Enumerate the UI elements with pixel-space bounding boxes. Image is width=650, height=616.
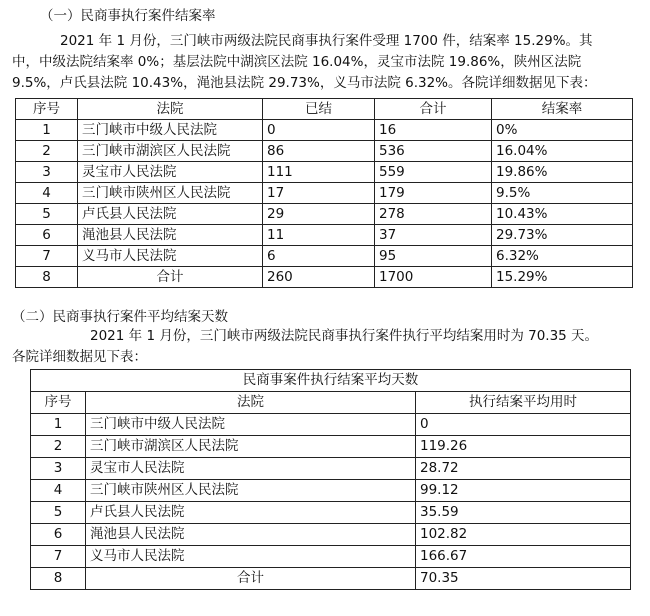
section1-table-row bbox=[16, 225, 633, 246]
section1-heading: （一）民商事执行案件结案率 bbox=[40, 8, 216, 24]
section1-para-line2: 中，中级法院结案率 0%；基层法院中湖滨区法院 16.04%，灵宝市法院 19.86%，陕州区法院 bbox=[12, 54, 582, 70]
section2-table-cell: 4 bbox=[31, 480, 86, 502]
section2-table-cell: 102.82 bbox=[416, 524, 631, 546]
section1-table-cell: 19.86% bbox=[492, 162, 633, 183]
section1-table-header-cell: 法院 bbox=[78, 99, 263, 120]
section2-table-cell: 0 bbox=[416, 414, 631, 436]
section1-table-row bbox=[16, 267, 633, 288]
section1-table-cell: 4 bbox=[16, 183, 78, 204]
section1-table-cell: 6 bbox=[263, 246, 375, 267]
section1-table-cell: 278 bbox=[375, 204, 492, 225]
section2-table-row bbox=[31, 524, 631, 546]
section2-table-cell: 119.26 bbox=[416, 436, 631, 458]
section1-table-cell: 11 bbox=[263, 225, 375, 246]
section1-table-header-cell: 序号 bbox=[16, 99, 78, 120]
section2-table-row bbox=[31, 436, 631, 458]
section2-table-cell: 卢氏县人民法院 bbox=[86, 502, 416, 524]
section1-table-row bbox=[16, 120, 633, 141]
section1-table-row bbox=[16, 246, 633, 267]
section1-table-cell: 8 bbox=[16, 267, 78, 288]
section1-table-cell: 灵宝市人民法院 bbox=[78, 162, 263, 183]
section2-table-cell: 渑池县人民法院 bbox=[86, 524, 416, 546]
section1-table-cell: 0 bbox=[263, 120, 375, 141]
section2-table-cell: 三门峡市陕州区人民法院 bbox=[86, 480, 416, 502]
section1-table-header-cell: 已结 bbox=[263, 99, 375, 120]
section1-table-cell: 536 bbox=[375, 141, 492, 162]
section1-para-line3: 9.5%，卢氏县法院 10.43%，渑池县法院 29.73%，义马市法院 6.32%。各院详细数据见下表： bbox=[12, 75, 597, 91]
section2-table-cell: 35.59 bbox=[416, 502, 631, 524]
section1-table-cell: 29 bbox=[263, 204, 375, 225]
section2-table-cell: 3 bbox=[31, 458, 86, 480]
section2-table-header-cell: 执行结案平均用时 bbox=[416, 392, 631, 414]
section2-table-row bbox=[31, 480, 631, 502]
section1-table-cell: 7 bbox=[16, 246, 78, 267]
section1-table-cell: 16 bbox=[375, 120, 492, 141]
section2-table-caption: 民商事案件执行结案平均天数 bbox=[31, 370, 631, 392]
section1-table-cell: 9.5% bbox=[492, 183, 633, 204]
section1-table-cell: 3 bbox=[16, 162, 78, 183]
section2-table-header-cell: 法院 bbox=[86, 392, 416, 414]
section2-table-cell: 灵宝市人民法院 bbox=[86, 458, 416, 480]
section1-table-cell: 6.32% bbox=[492, 246, 633, 267]
section2-table-row bbox=[31, 414, 631, 436]
section1-table-cell: 86 bbox=[263, 141, 375, 162]
section1-table-row bbox=[16, 141, 633, 162]
section1-table-cell: 559 bbox=[375, 162, 492, 183]
section2-table-cell: 2 bbox=[31, 436, 86, 458]
section1-para-line1: 2021 年 1 月份，三门峡市两级法院民商事执行案件受理 1700 件，结案率 15.29%。其 bbox=[60, 33, 593, 49]
section2-table-header-row bbox=[31, 392, 631, 414]
section1-table-cell: 37 bbox=[375, 225, 492, 246]
section1-table-cell: 合计 bbox=[78, 267, 263, 288]
section1-table-cell: 16.04% bbox=[492, 141, 633, 162]
section2-table-cell: 166.67 bbox=[416, 546, 631, 568]
section2-table-row bbox=[31, 568, 631, 590]
section1-table-cell: 渑池县人民法院 bbox=[78, 225, 263, 246]
section1-table-cell: 10.43% bbox=[492, 204, 633, 225]
section2-table-row bbox=[31, 502, 631, 524]
section2-table-header-cell: 序号 bbox=[31, 392, 86, 414]
section2-table-cell: 28.72 bbox=[416, 458, 631, 480]
section1-table-cell: 1 bbox=[16, 120, 78, 141]
section1-table-row bbox=[16, 204, 633, 225]
section2-table-cell: 三门峡市湖滨区人民法院 bbox=[86, 436, 416, 458]
section2-table-cell: 三门峡市中级人民法院 bbox=[86, 414, 416, 436]
section2-table-cell: 6 bbox=[31, 524, 86, 546]
section2-table-cell: 8 bbox=[31, 568, 86, 590]
section1-table-cell: 三门峡市湖滨区人民法院 bbox=[78, 141, 263, 162]
section1-table-cell: 0% bbox=[492, 120, 633, 141]
section2-table-caption-row bbox=[31, 370, 631, 392]
section2-heading: （二）民商事执行案件平均结案天数 bbox=[12, 309, 228, 325]
section1-table-cell: 260 bbox=[263, 267, 375, 288]
section1-table-cell: 6 bbox=[16, 225, 78, 246]
section1-table-cell: 1700 bbox=[375, 267, 492, 288]
section1-table-cell: 三门峡市陕州区人民法院 bbox=[78, 183, 263, 204]
section1-table-cell: 15.29% bbox=[492, 267, 633, 288]
section2-table-cell: 5 bbox=[31, 502, 86, 524]
section1-table-cell: 卢氏县人民法院 bbox=[78, 204, 263, 225]
section1-table-cell: 三门峡市中级人民法院 bbox=[78, 120, 263, 141]
section2-table-row bbox=[31, 458, 631, 480]
section2-table-cell: 70.35 bbox=[416, 568, 631, 590]
section1-table-cell: 179 bbox=[375, 183, 492, 204]
section1-table-cell: 5 bbox=[16, 204, 78, 225]
completion-rate-table bbox=[15, 98, 633, 288]
section1-table-cell: 2 bbox=[16, 141, 78, 162]
section2-table-cell: 7 bbox=[31, 546, 86, 568]
section1-table-header-cell: 合计 bbox=[375, 99, 492, 120]
section1-table-cell: 95 bbox=[375, 246, 492, 267]
section1-table-cell: 17 bbox=[263, 183, 375, 204]
section2-table-cell: 合计 bbox=[86, 568, 416, 590]
section1-table-cell: 29.73% bbox=[492, 225, 633, 246]
section1-table-cell: 义马市人民法院 bbox=[78, 246, 263, 267]
section2-table-cell: 1 bbox=[31, 414, 86, 436]
section1-table-row bbox=[16, 183, 633, 204]
section1-table-header-cell: 结案率 bbox=[492, 99, 633, 120]
section2-table-row bbox=[31, 546, 631, 568]
section1-table-header-row bbox=[16, 99, 633, 120]
average-days-table bbox=[30, 369, 631, 590]
section2-para-line2: 各院详细数据见下表： bbox=[12, 349, 147, 365]
section1-table-row bbox=[16, 162, 633, 183]
section2-para-line1: 2021 年 1 月份，三门峡市两级法院民商事执行案件执行平均结案用时为 70.35 天。 bbox=[90, 328, 599, 344]
section2-table-cell: 义马市人民法院 bbox=[86, 546, 416, 568]
section2-table-cell: 99.12 bbox=[416, 480, 631, 502]
section1-table-cell: 111 bbox=[263, 162, 375, 183]
